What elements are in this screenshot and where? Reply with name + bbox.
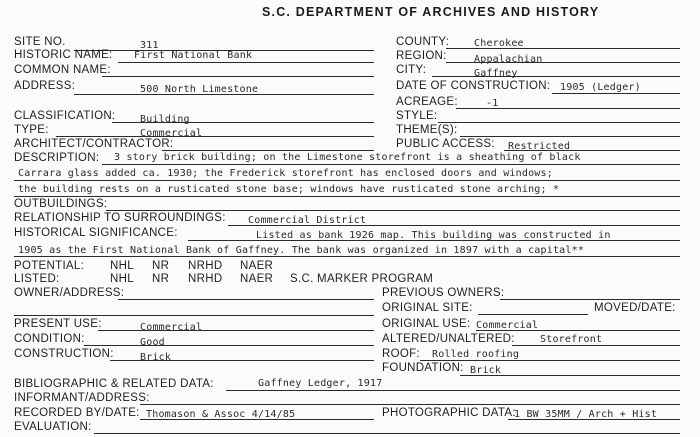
owner-address-line-2 bbox=[14, 315, 374, 316]
recorded-by-line bbox=[140, 419, 374, 420]
city-value[interactable]: Gaffney bbox=[474, 68, 518, 79]
public-access-label: PUBLIC ACCESS: bbox=[396, 138, 495, 150]
foundation-line bbox=[460, 375, 680, 376]
description-line-1[interactable]: 3 story brick building; on the Limestone storefront is a sheathing of black bbox=[114, 152, 581, 163]
region-label: REGION: bbox=[396, 50, 447, 62]
date-of-construction-line bbox=[552, 93, 680, 94]
historic-name-label: HISTORIC NAME: bbox=[14, 49, 113, 61]
condition-label: CONDITION: bbox=[14, 333, 85, 345]
photographic-data-line bbox=[508, 419, 680, 420]
common-name-label: COMMON NAME: bbox=[14, 64, 111, 76]
owner-address-label: OWNER/ADDRESS: bbox=[14, 287, 125, 299]
acreage-line bbox=[456, 108, 680, 109]
moved-date-label: MOVED/DATE: bbox=[594, 302, 676, 314]
description-rule-2 bbox=[14, 180, 680, 181]
potential-label: POTENTIAL: bbox=[14, 260, 85, 272]
listed-nhl[interactable]: NHL bbox=[110, 273, 134, 285]
roof-line bbox=[420, 360, 680, 361]
potential-nrhd[interactable]: NRHD bbox=[188, 260, 223, 272]
original-use-line bbox=[476, 330, 680, 331]
foundation-value[interactable]: Brick bbox=[470, 365, 502, 376]
style-label: STYLE: bbox=[396, 110, 438, 122]
evaluation-line bbox=[94, 433, 680, 434]
potential-nhl[interactable]: NHL bbox=[110, 260, 134, 272]
roof-value[interactable]: Rolled roofing bbox=[432, 349, 520, 360]
classification-value[interactable]: Building bbox=[140, 114, 190, 125]
type-label: TYPE: bbox=[14, 124, 49, 136]
previous-owners-line bbox=[500, 299, 680, 300]
style-line bbox=[438, 122, 680, 123]
significance-line-2[interactable]: 1905 as the First National Bank of Gaffney. The bank was organized in 1897 with a capital** bbox=[18, 245, 585, 256]
acreage-value[interactable]: -1 bbox=[486, 98, 499, 109]
region-value[interactable]: Appalachian bbox=[474, 54, 543, 65]
potential-naer[interactable]: NAER bbox=[240, 260, 274, 272]
owner-address-line bbox=[118, 299, 374, 300]
original-site-label: ORIGINAL SITE: bbox=[382, 302, 473, 314]
address-label: ADDRESS: bbox=[14, 80, 76, 92]
outbuildings-label: OUTBUILDINGS: bbox=[14, 198, 108, 210]
public-access-value[interactable]: Restricted bbox=[508, 141, 571, 152]
bibliographic-value[interactable]: Gaffney Ledger, 1917 bbox=[258, 378, 383, 389]
photographic-data-value[interactable]: 1 BW 35MM / Arch + Hist bbox=[514, 409, 658, 420]
recorded-by-label: RECORDED BY/DATE: bbox=[14, 407, 140, 419]
altered-line bbox=[512, 345, 680, 346]
date-of-construction-label: DATE OF CONSTRUCTION: bbox=[396, 80, 551, 92]
city-line bbox=[432, 76, 680, 77]
present-use-label: PRESENT USE: bbox=[14, 318, 102, 330]
relationship-value[interactable]: Commercial District bbox=[248, 215, 367, 226]
previous-owners-label: PREVIOUS OWNERS: bbox=[382, 287, 505, 299]
themes-line bbox=[460, 136, 680, 137]
construction-value[interactable]: Brick bbox=[140, 352, 172, 363]
classification-line bbox=[112, 122, 374, 123]
present-use-line bbox=[98, 330, 374, 331]
address-line bbox=[74, 94, 374, 95]
listed-nr[interactable]: NR bbox=[152, 273, 170, 285]
construction-label: CONSTRUCTION: bbox=[14, 348, 114, 360]
bibliographic-label: BIBLIOGRAPHIC & RELATED DATA: bbox=[14, 378, 214, 390]
date-of-construction-value[interactable]: 1905 (Ledger) bbox=[560, 82, 641, 93]
evaluation-label: EVALUATION: bbox=[14, 421, 92, 433]
significance-label: HISTORICAL SIGNIFICANCE: bbox=[14, 227, 178, 239]
original-site-line bbox=[478, 314, 588, 315]
public-access-line bbox=[504, 150, 680, 151]
listed-naer[interactable]: NAER bbox=[240, 273, 274, 285]
informant-line bbox=[140, 404, 680, 405]
site-no-label: SITE NO. bbox=[14, 36, 66, 48]
description-line-2[interactable]: Carrara glass added ca. 1930; the Frederick storefront has enclosed doors and windows; bbox=[18, 168, 553, 179]
classification-label: CLASSIFICATION: bbox=[14, 110, 116, 122]
present-use-value[interactable]: Commercial bbox=[140, 322, 203, 333]
historic-name-line bbox=[118, 62, 374, 63]
architect-line bbox=[162, 150, 374, 151]
original-use-label: ORIGINAL USE: bbox=[382, 318, 471, 330]
address-value[interactable]: 500 North Limestone bbox=[140, 84, 259, 95]
relationship-label: RELATIONSHIP TO SURROUNDINGS: bbox=[14, 212, 226, 224]
construction-line bbox=[110, 360, 374, 361]
significance-rule-2 bbox=[14, 256, 680, 257]
condition-line bbox=[84, 345, 374, 346]
historic-name-value[interactable]: First National Bank bbox=[134, 50, 253, 61]
outbuildings-line bbox=[106, 210, 680, 211]
themes-label: THEME(S): bbox=[396, 124, 458, 136]
recorded-by-value[interactable]: Thomason & Assoc 4/14/85 bbox=[146, 409, 296, 420]
architect-label: ARCHITECT/CONTRACTOR: bbox=[14, 138, 174, 150]
common-name-line bbox=[102, 76, 374, 77]
condition-value[interactable]: Good bbox=[140, 337, 165, 348]
informant-label: INFORMANT/ADDRESS: bbox=[14, 392, 150, 404]
significance-line-1[interactable]: Listed as bank 1926 map. This building was constructed in bbox=[256, 230, 611, 241]
photographic-data-label: PHOTOGRAPHIC DATA: bbox=[382, 407, 516, 419]
foundation-label: FOUNDATION: bbox=[382, 362, 464, 374]
description-line-3[interactable]: the building rests on a rusticated stone base; windows have rusticated stone arching; * bbox=[18, 184, 560, 195]
description-rule-3 bbox=[14, 196, 680, 197]
relationship-line bbox=[228, 225, 680, 226]
type-line bbox=[56, 136, 374, 137]
listed-label: LISTED: bbox=[14, 273, 60, 285]
description-label: DESCRIPTION: bbox=[14, 152, 100, 164]
listed-nrhd[interactable]: NRHD bbox=[188, 273, 223, 285]
site-no-value[interactable]: 311 bbox=[140, 40, 159, 51]
bibliographic-line bbox=[226, 390, 680, 391]
county-line bbox=[446, 48, 680, 49]
altered-label: ALTERED/UNALTERED: bbox=[382, 333, 515, 345]
listed-sc-marker[interactable]: S.C. MARKER PROGRAM bbox=[290, 273, 434, 285]
region-line bbox=[446, 62, 680, 63]
roof-label: ROOF: bbox=[382, 348, 420, 360]
altered-value[interactable]: Storefront bbox=[540, 334, 603, 345]
county-label: COUNTY: bbox=[396, 36, 450, 48]
significance-rule-1 bbox=[188, 240, 680, 241]
form-title: S.C. DEPARTMENT OF ARCHIVES AND HISTORY bbox=[262, 5, 600, 19]
original-use-value[interactable]: Commercial bbox=[476, 320, 539, 331]
description-rule-1 bbox=[102, 164, 680, 165]
type-value[interactable]: Commercial bbox=[140, 128, 203, 139]
acreage-label: ACREAGE: bbox=[396, 96, 458, 108]
potential-nr[interactable]: NR bbox=[152, 260, 170, 272]
county-value[interactable]: Cherokee bbox=[474, 38, 524, 49]
city-label: CITY: bbox=[396, 64, 427, 76]
